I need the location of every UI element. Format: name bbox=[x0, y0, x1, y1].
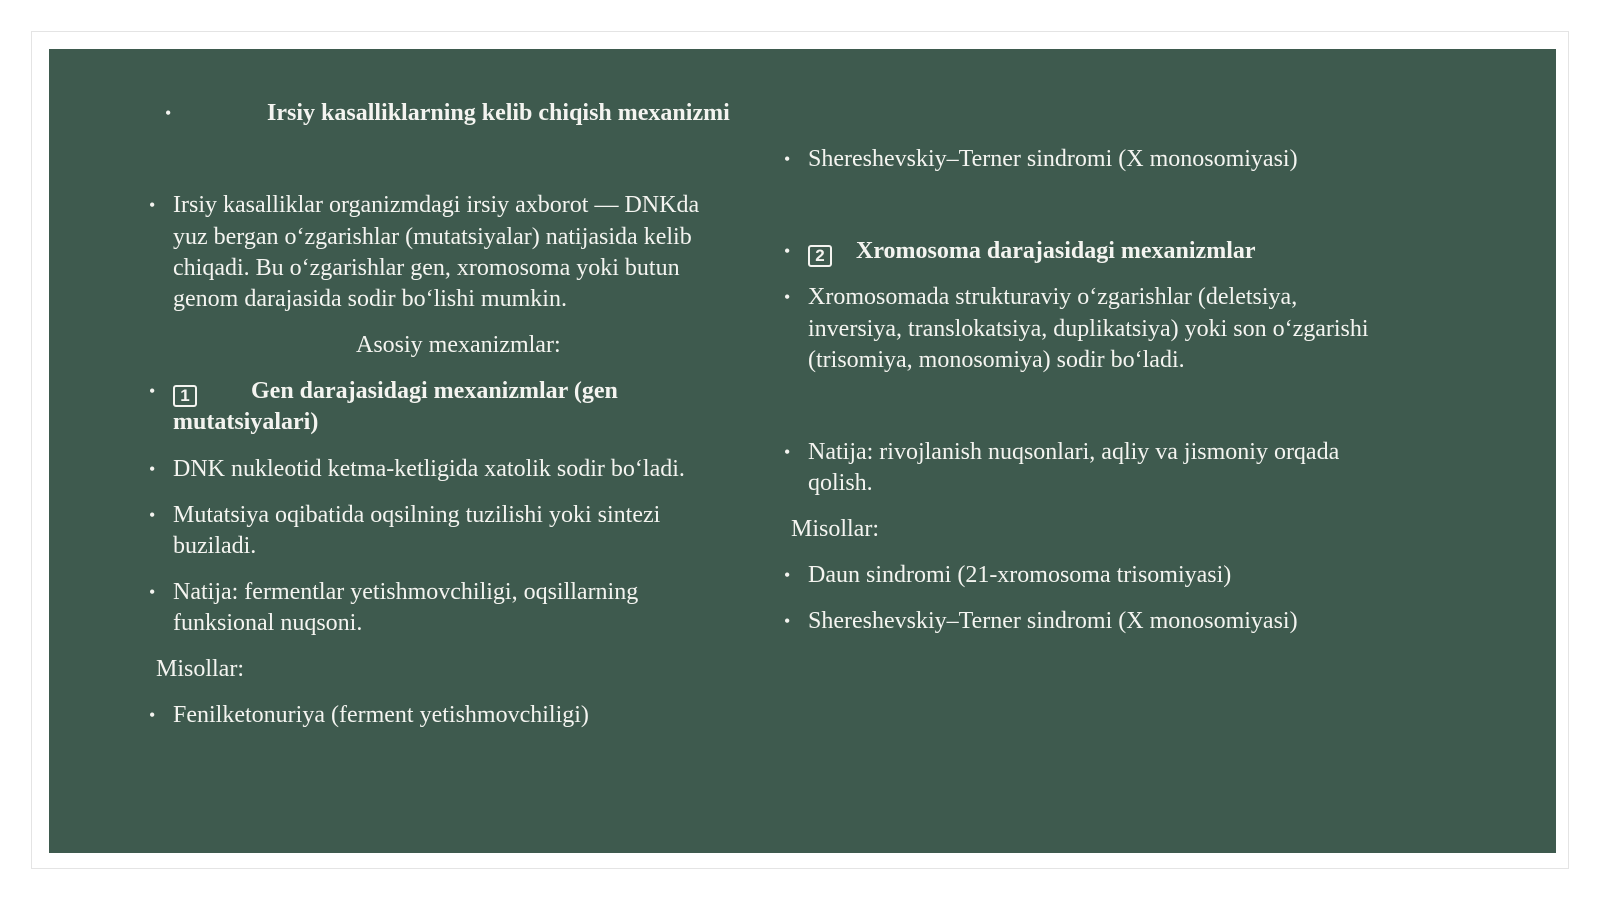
right-point-1-bullet: • bbox=[784, 287, 791, 307]
point3-bullet: • bbox=[149, 582, 156, 602]
right-point-1-line-3: (trisomiya, monosomiya) sodir bo‘ladi. bbox=[808, 347, 1185, 373]
right-example-2-bullet: • bbox=[784, 611, 791, 631]
section2-title: Xromosoma darajasidagi mexanizmlar bbox=[856, 238, 1256, 264]
left-point-3-line-1: Natija: fermentlar yetishmovchiligi, oqsillarning bbox=[173, 579, 639, 605]
section2-bullet: • bbox=[784, 241, 791, 261]
left-examples-label: Misollar: bbox=[156, 656, 244, 682]
intro-line-3: chiqadi. Bu o‘zgarishlar gen, xromosoma yoki butun bbox=[173, 255, 680, 281]
right-example-top-bullet: • bbox=[784, 149, 791, 169]
left-point-2-line-1: Mutatsiya oqibatida oqsilning tuzilishi yoki sintezi bbox=[173, 502, 661, 528]
main-mechanisms-label: Asosiy mexanizmlar: bbox=[356, 332, 561, 358]
right-point-1-line-1: Xromosomada strukturaviy o‘zgarishlar (deletsiya, bbox=[808, 284, 1298, 310]
section1-number-icon: 1 bbox=[173, 375, 197, 407]
title-bullet: • bbox=[165, 103, 172, 123]
section1-bullet: • bbox=[149, 381, 156, 401]
intro-line-4: genom darajasida sodir bo‘lishi mumkin. bbox=[173, 286, 567, 312]
intro-bullet: • bbox=[149, 195, 156, 215]
left-example-1-bullet: • bbox=[149, 705, 156, 725]
right-example-1-bullet: • bbox=[784, 565, 791, 585]
left-point-3-line-2: funksional nuqsoni. bbox=[173, 610, 363, 636]
left-example-1: Fenilketonuriya (ferment yetishmovchiligi) bbox=[173, 702, 589, 728]
right-point-2-line-2: qolish. bbox=[808, 470, 873, 496]
right-point-1-line-2: inversiya, translokatsiya, duplikatsiya) yoki son o‘zgarishi bbox=[808, 316, 1369, 342]
right-example-1: Daun sindromi (21-xromosoma trisomiyasi) bbox=[808, 562, 1232, 588]
left-point-1: DNK nukleotid ketma-ketligida xatolik sodir bo‘ladi. bbox=[173, 456, 685, 482]
intro-line-2: yuz bergan o‘zgarishlar (mutatsiyalar) natijasida kelib bbox=[173, 224, 692, 250]
section1-title-line-2: mutatsiyalari) bbox=[173, 409, 319, 435]
right-examples-label: Misollar: bbox=[791, 516, 879, 542]
slide bbox=[49, 49, 1556, 853]
right-example-2: Shereshevskiy–Terner sindromi (X monosomiyasi) bbox=[808, 608, 1298, 634]
right-point-2-line-1: Natija: rivojlanish nuqsonlari, aqliy va jismoniy orqada bbox=[808, 439, 1340, 465]
point1-bullet: • bbox=[149, 459, 156, 479]
intro-line-1: Irsiy kasalliklar organizmdagi irsiy axborot — DNKda bbox=[173, 192, 700, 218]
section2-number-icon: 2 bbox=[808, 235, 832, 267]
right-example-top: Shereshevskiy–Terner sindromi (X monosomiyasi) bbox=[808, 146, 1298, 172]
right-point-2-bullet: • bbox=[784, 442, 791, 462]
section1-title-line-1: Gen darajasidagi mexanizmlar (gen bbox=[251, 378, 618, 404]
point2-bullet: • bbox=[149, 505, 156, 525]
left-point-2-line-2: buziladi. bbox=[173, 533, 257, 559]
slide-title: Irsiy kasalliklarning kelib chiqish mexanizmi bbox=[267, 100, 730, 126]
